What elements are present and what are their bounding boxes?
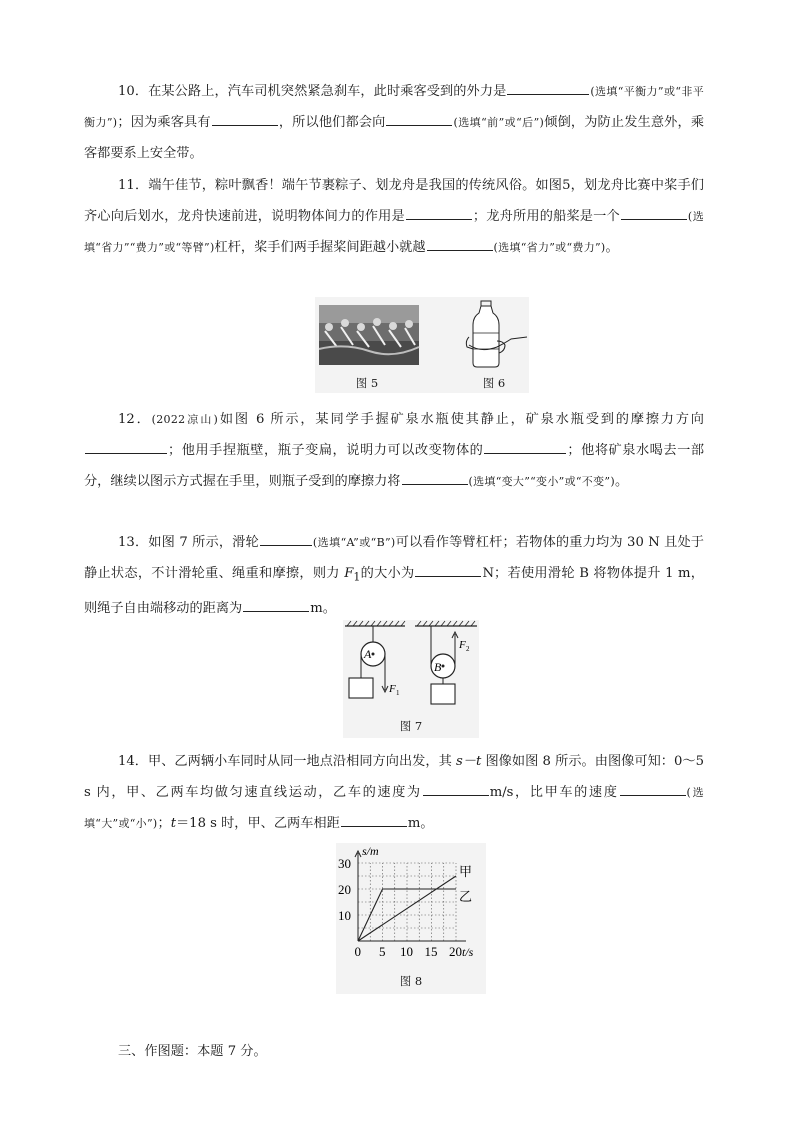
q13-text-1: 13．如图 7 所示，滑轮 xyxy=(118,535,259,550)
series-label: 甲 xyxy=(459,864,473,879)
answer-blank[interactable] xyxy=(415,563,481,577)
answer-blank[interactable] xyxy=(243,598,309,612)
q14-st-symbol: s－t xyxy=(456,754,482,769)
figure-7-caption: 图 7 xyxy=(399,719,423,733)
q14-text-4: ； xyxy=(157,816,171,831)
answer-blank[interactable] xyxy=(212,112,278,126)
q10-hint-2: (选填“前”或“后”) xyxy=(453,116,545,129)
q14-text-3: m/s，比甲车的速度 xyxy=(489,785,619,800)
q14-text-1: 14．甲、乙两辆小车同时从同一地点沿相同方向出发，其 xyxy=(118,754,456,769)
figures-5-6 xyxy=(315,297,529,393)
q12-text-4: ；他将矿泉水喝去一部分，继续以图示方式握在手里，则瓶子受到的摩擦力将 xyxy=(84,443,705,489)
section-3-heading: 三、作图题：本题 7 分。 xyxy=(118,1044,267,1059)
question-12 xyxy=(84,404,704,497)
answer-blank[interactable] xyxy=(423,782,489,796)
q13-force-symbol: F xyxy=(344,566,354,581)
pulley-b-label: B xyxy=(434,660,442,674)
q12-source: (2022凉山) xyxy=(151,413,219,426)
force-f2-subscript: 2 xyxy=(466,645,470,653)
q14-hint-1: (选填“大”或“小”) xyxy=(84,786,704,830)
x-tick-label: 20 xyxy=(449,944,462,959)
answer-blank[interactable] xyxy=(260,532,312,546)
q11-text-4: 。 xyxy=(605,240,619,255)
question-14 xyxy=(84,746,704,839)
force-f2-label: F xyxy=(459,639,466,651)
answer-blank[interactable] xyxy=(507,81,589,95)
q13-text-3: 的大小为 xyxy=(360,566,415,581)
figure-6-caption: 图 6 xyxy=(482,376,506,390)
q10-text-2: ；因为乘客具有 xyxy=(117,115,211,130)
force-f1-label: F xyxy=(389,683,396,695)
answer-blank[interactable] xyxy=(386,112,452,126)
series-label: 乙 xyxy=(459,889,473,904)
q11-text-3: 杠杆，桨手们两手握桨间距越小就越 xyxy=(214,240,426,255)
q12-text-1: 12． xyxy=(118,412,152,427)
q12-text-3: ；他用手捏瓶壁，瓶子变扁，说明力可以改变物体的 xyxy=(168,443,484,458)
x-tick-label: 15 xyxy=(424,944,438,959)
q13-text-4: N；若使用滑轮 B 将物体提升 1 m，则绳子自由端移动的距离为 xyxy=(84,566,704,616)
pulley-diagram xyxy=(343,620,479,720)
q14-t-symbol: t xyxy=(170,816,176,831)
answer-blank[interactable] xyxy=(85,440,167,454)
y-axis-label: s/m xyxy=(362,844,379,858)
y-tick-label: 20 xyxy=(338,882,351,897)
q13-hint-1: (选填“A”或“B”) xyxy=(312,536,396,549)
series-line-jia xyxy=(358,876,456,941)
x-axis-label: t/s xyxy=(462,945,474,959)
answer-blank[interactable] xyxy=(620,782,686,796)
answer-blank[interactable] xyxy=(402,471,468,485)
x-tick-label: 5 xyxy=(379,944,386,959)
q14-text-2: 图像如图 8 所示。由图像可知：0～5 s 内，甲、乙两车均做匀速直线运动，乙车的速度为 xyxy=(84,754,704,800)
figure-7-pulleys xyxy=(343,620,479,738)
q10-text-4: 倾倒，为防止发生意外，乘客都要系上安全带。 xyxy=(84,115,705,161)
x-tick-label: 0 xyxy=(354,944,361,959)
x-tick-label: 10 xyxy=(400,944,413,959)
q10-hint-1: (选填“平衡力”或“非平衡力”) xyxy=(84,85,705,129)
question-11 xyxy=(84,170,704,263)
q14-text-6: m。 xyxy=(407,816,434,831)
pulley-a-label: A xyxy=(364,647,372,661)
answer-blank[interactable] xyxy=(406,206,472,220)
q11-text-1: 11．端午佳节，粽叶飘香！端午节裹粽子、划龙舟是我国的传统风俗。如图5，划龙舟比赛中桨手们齐心向后划水，龙舟快速前进，说明物体间力的作用是 xyxy=(84,178,704,224)
answer-blank[interactable] xyxy=(484,440,566,454)
figure-5-caption: 图 5 xyxy=(355,376,379,390)
answer-blank[interactable] xyxy=(621,206,687,220)
q13-text-2: 可以看作等臂杠杆；若物体的重力均为 30 N 且处于静止状态，不计滑轮重、绳重和摩擦，则力 xyxy=(84,535,704,581)
q10-text-3: ，所以他们都会向 xyxy=(278,115,386,130)
q10-text-1: 10．在某公路上，汽车司机突然紧急刹车，此时乘客受到的外力是 xyxy=(118,84,507,99)
answer-blank[interactable] xyxy=(427,237,493,251)
q13-force-subscript: 1 xyxy=(353,570,361,584)
q11-hint-2: (选填“省力”或“费力”) xyxy=(493,241,606,254)
q11-hint-1: (选填“省力”“费力”或“等臂”) xyxy=(84,210,704,254)
water-bottle-hand-drawing xyxy=(461,297,529,371)
q12-text-2: 如图 6 所示，某同学手握矿泉水瓶使其静止，矿泉水瓶受到的摩擦力方向 xyxy=(218,412,704,427)
question-13 xyxy=(84,527,704,624)
st-graph xyxy=(336,843,486,971)
q12-hint-1: (选填“变大”“变小”或“不变”) xyxy=(468,475,615,488)
force-f1-subscript: 1 xyxy=(396,689,400,697)
answer-blank[interactable] xyxy=(341,813,407,827)
q14-text-5: ＝18 s 时，甲、乙两车相距 xyxy=(176,816,340,831)
q13-text-5: m。 xyxy=(310,600,336,616)
q12-text-5: 。 xyxy=(614,474,629,489)
y-tick-label: 10 xyxy=(338,908,351,923)
q11-text-2: ；龙舟所用的船桨是一个 xyxy=(472,209,620,224)
y-tick-label: 30 xyxy=(338,856,351,871)
figure-8-st-chart xyxy=(336,843,486,994)
question-10 xyxy=(84,76,704,169)
figure-8-caption: 图 8 xyxy=(399,974,423,988)
